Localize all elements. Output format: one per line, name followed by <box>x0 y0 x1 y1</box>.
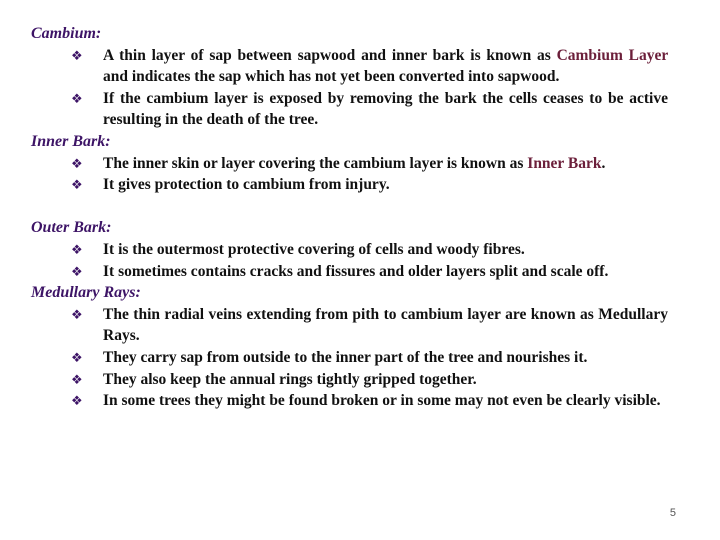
section-medullary-rays <box>31 282 668 412</box>
bullet-text-segment: The thin radial veins extending from pith to cambium layer are known as Medullary Rays. <box>103 305 668 345</box>
bullet-list <box>31 153 668 196</box>
bullet-item <box>31 347 668 369</box>
slide-content <box>31 23 668 412</box>
bullet-item <box>31 153 668 175</box>
bullet-text-segment: It gives protection to cambium from injury. <box>103 176 390 194</box>
diamond-bullet-icon: ❖ <box>71 177 83 193</box>
bullet-text <box>103 153 668 175</box>
diamond-bullet-icon: ❖ <box>71 393 83 409</box>
diamond-bullet-icon: ❖ <box>71 241 83 257</box>
bullet-item <box>31 45 668 88</box>
bullet-text-segment: . <box>601 154 606 172</box>
page-number: 5 <box>669 507 676 519</box>
bullet-text <box>103 369 668 391</box>
bullet-list <box>31 239 668 282</box>
bullet-text-segment: It is the outermost protective covering of cells and woody fibres. <box>103 240 525 258</box>
bullet-item <box>31 304 668 347</box>
diamond-bullet-icon: ❖ <box>71 349 83 365</box>
bullet-item <box>31 239 668 261</box>
diamond-bullet-icon: ❖ <box>71 155 83 171</box>
diamond-bullet-icon: ❖ <box>71 90 83 106</box>
bullet-item <box>31 88 668 131</box>
bullet-text <box>103 239 668 261</box>
bullet-text-segment: They also keep the annual rings tightly gripped together. <box>103 370 477 388</box>
section-spacer <box>31 196 668 218</box>
bullet-text <box>103 347 668 369</box>
highlighted-term: Cambium Layer <box>556 46 668 64</box>
bullet-text-segment: In some trees they might be found broken or in some may not even be clearly visible. <box>103 392 661 410</box>
section-heading-outer-bark: Outer Bark: <box>31 219 112 237</box>
bullet-text <box>103 304 668 347</box>
bullet-item <box>31 390 668 412</box>
bullet-item <box>31 261 668 283</box>
bullet-text <box>103 174 668 196</box>
diamond-bullet-icon: ❖ <box>71 47 83 63</box>
bullet-text <box>103 390 668 412</box>
bullet-text <box>103 45 668 88</box>
section-heading-cambium: Cambium: <box>31 25 102 42</box>
bullet-list <box>31 304 668 412</box>
bullet-text-segment: The inner skin or layer covering the cambium layer is known as <box>103 154 528 172</box>
highlighted-term: Inner Bark <box>527 154 602 172</box>
bullet-list <box>31 45 668 131</box>
bullet-text <box>103 88 668 131</box>
diamond-bullet-icon: ❖ <box>71 263 83 279</box>
bullet-text <box>103 261 668 283</box>
bullet-item <box>31 369 668 391</box>
bullet-text-segment: and indicates the sap which has not yet been converted into sapwood. <box>103 68 560 86</box>
section-outer-bark <box>31 217 668 282</box>
bullet-text-segment: They carry sap from outside to the inner part of the tree and nourishes it. <box>103 348 588 366</box>
section-cambium <box>31 23 668 131</box>
section-heading-inner-bark: Inner Bark: <box>31 132 111 150</box>
bullet-text-segment: If the cambium layer is exposed by removing the bark the cells ceases to be active resulting in the death of the tree. <box>103 89 668 129</box>
section-inner-bark <box>31 131 668 196</box>
bullet-text-segment: A thin layer of sap between sapwood and inner bark is known as <box>103 46 557 64</box>
bullet-text-segment: It sometimes contains cracks and fissures and older layers split and scale off. <box>103 262 609 280</box>
diamond-bullet-icon: ❖ <box>71 306 83 322</box>
section-heading-medullary-rays: Medullary Rays: <box>31 284 141 302</box>
bullet-item <box>31 174 668 196</box>
diamond-bullet-icon: ❖ <box>71 371 83 387</box>
